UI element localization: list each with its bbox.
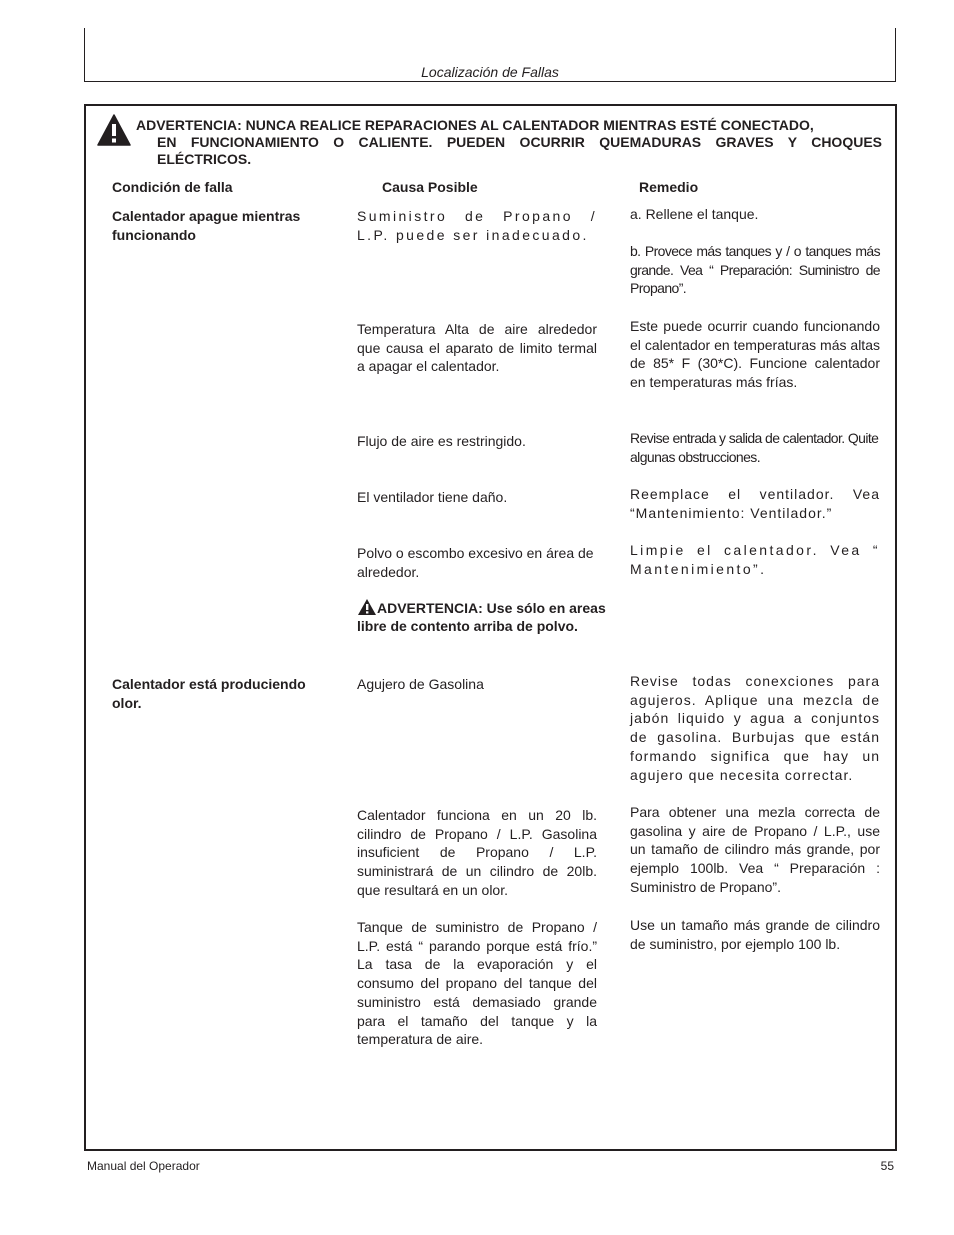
remedy-larger-cylinder: Para obtener una mezla correcta de gasolina y aire de Propano / L.P., use un tamaño de cilindro más grande, por ejemplo 100lb. Vea “ Preparación : Suministro de Propano”. xyxy=(630,804,880,895)
dust-warning-text: ADVERTENCIA: Use sólo en areas libre de contento arriba de polvo. xyxy=(357,600,606,634)
condition-heater-odor: Calentador está produciendo olor. xyxy=(112,676,306,711)
remedy-cooler-temperature: Este puede ocurrir cuando funcionando el calentador en temperaturas más altas de 85* F (30*C). Funcione calentador en temperaturas más frías. xyxy=(630,318,880,391)
warning-icon-small xyxy=(357,598,377,616)
dust-warning xyxy=(357,598,637,635)
cause-high-temperature: Temperatura Alta de aire alrededor que causa el aparato de limito termal a apagar el calentador. xyxy=(357,321,597,375)
column-header-condition: Condición de falla xyxy=(112,179,233,195)
cause-excess-dust: Polvo o escombo excesivo en área de alrededor. xyxy=(357,545,594,580)
page-header-title: Localización de Fallas xyxy=(421,64,559,80)
main-warning-line-3: ELÉCTRICOS. xyxy=(157,151,252,167)
cause-fan-damaged: El ventilador tiene daño. xyxy=(357,489,508,505)
main-warning-line-1: ADVERTENCIA: NUNCA REALICE REPARACIONES AL CALENTADOR MIENTRAS ESTÉ CONECTADO, xyxy=(136,117,814,133)
cause-20lb-cylinder: Calentador funciona en un 20 lb. cilindro de Propano / L.P. Gasolina insuficient de Propano / L.P. suministrará de un cilindro de 20lb. que resultará en un olor. xyxy=(357,807,597,898)
column-header-cause: Causa Posible xyxy=(382,179,478,195)
warning-icon xyxy=(97,114,131,146)
cause-airflow-restricted: Flujo de aire es restringido. xyxy=(357,433,526,449)
cause-tank-freezing: Tanque de suministro de Propano / L.P. está “ parando porque está frío.” La tasa de la evaporación y el consumo del propano del tanque del suministro está demasiado grande para el tamaño del tanque y la temperatura de aire. xyxy=(357,919,597,1048)
remedy-check-inlet-outlet: Revise entrada y salida de calentador. Quite algunas obstrucciones. xyxy=(630,430,879,465)
remedy-refill-tank: a. Rellene el tanque. xyxy=(630,206,759,222)
condition-heater-shuts-off: Calentador apague mientras funcionando xyxy=(112,208,301,243)
main-warning xyxy=(136,117,882,168)
remedy-clean-heater: Limpie el calentador. Vea “ Mantenimiento”. xyxy=(630,542,880,577)
footer-page-number: 55 xyxy=(880,1159,894,1173)
remedy-larger-supply-cylinder: Use un tamaño más grande de cilindro de suministro, por ejemplo 100 lb. xyxy=(630,917,880,952)
remedy-more-tanks: b. Provece más tanques y / o tanques más grande. Vea “ Preparación: Suministro de Propano”. xyxy=(630,243,880,297)
footer-manual-title: Manual del Operador xyxy=(87,1159,200,1173)
cause-gas-leak: Agujero de Gasolina xyxy=(357,676,484,692)
remedy-replace-fan: Reemplace el ventilador. Vea “Mantenimiento: Ventilador.” xyxy=(630,486,880,521)
main-warning-line-2: EN FUNCIONAMIENTO O CALIENTE. PUEDEN OCURRIR QUEMADURAS GRAVES Y CHOQUES xyxy=(157,134,882,150)
cause-propane-supply: Suministro de Propano / L.P. puede ser inadecuado. xyxy=(357,208,597,243)
column-header-remedy: Remedio xyxy=(639,179,699,195)
remedy-check-connections: Revise todas conexciones para agujeros. Aplique una mezcla de jabón liquido y agua a conjuntos de gasolina. Burbujas que están formando significa que hay un agujero que necesita correctar. xyxy=(630,673,880,783)
